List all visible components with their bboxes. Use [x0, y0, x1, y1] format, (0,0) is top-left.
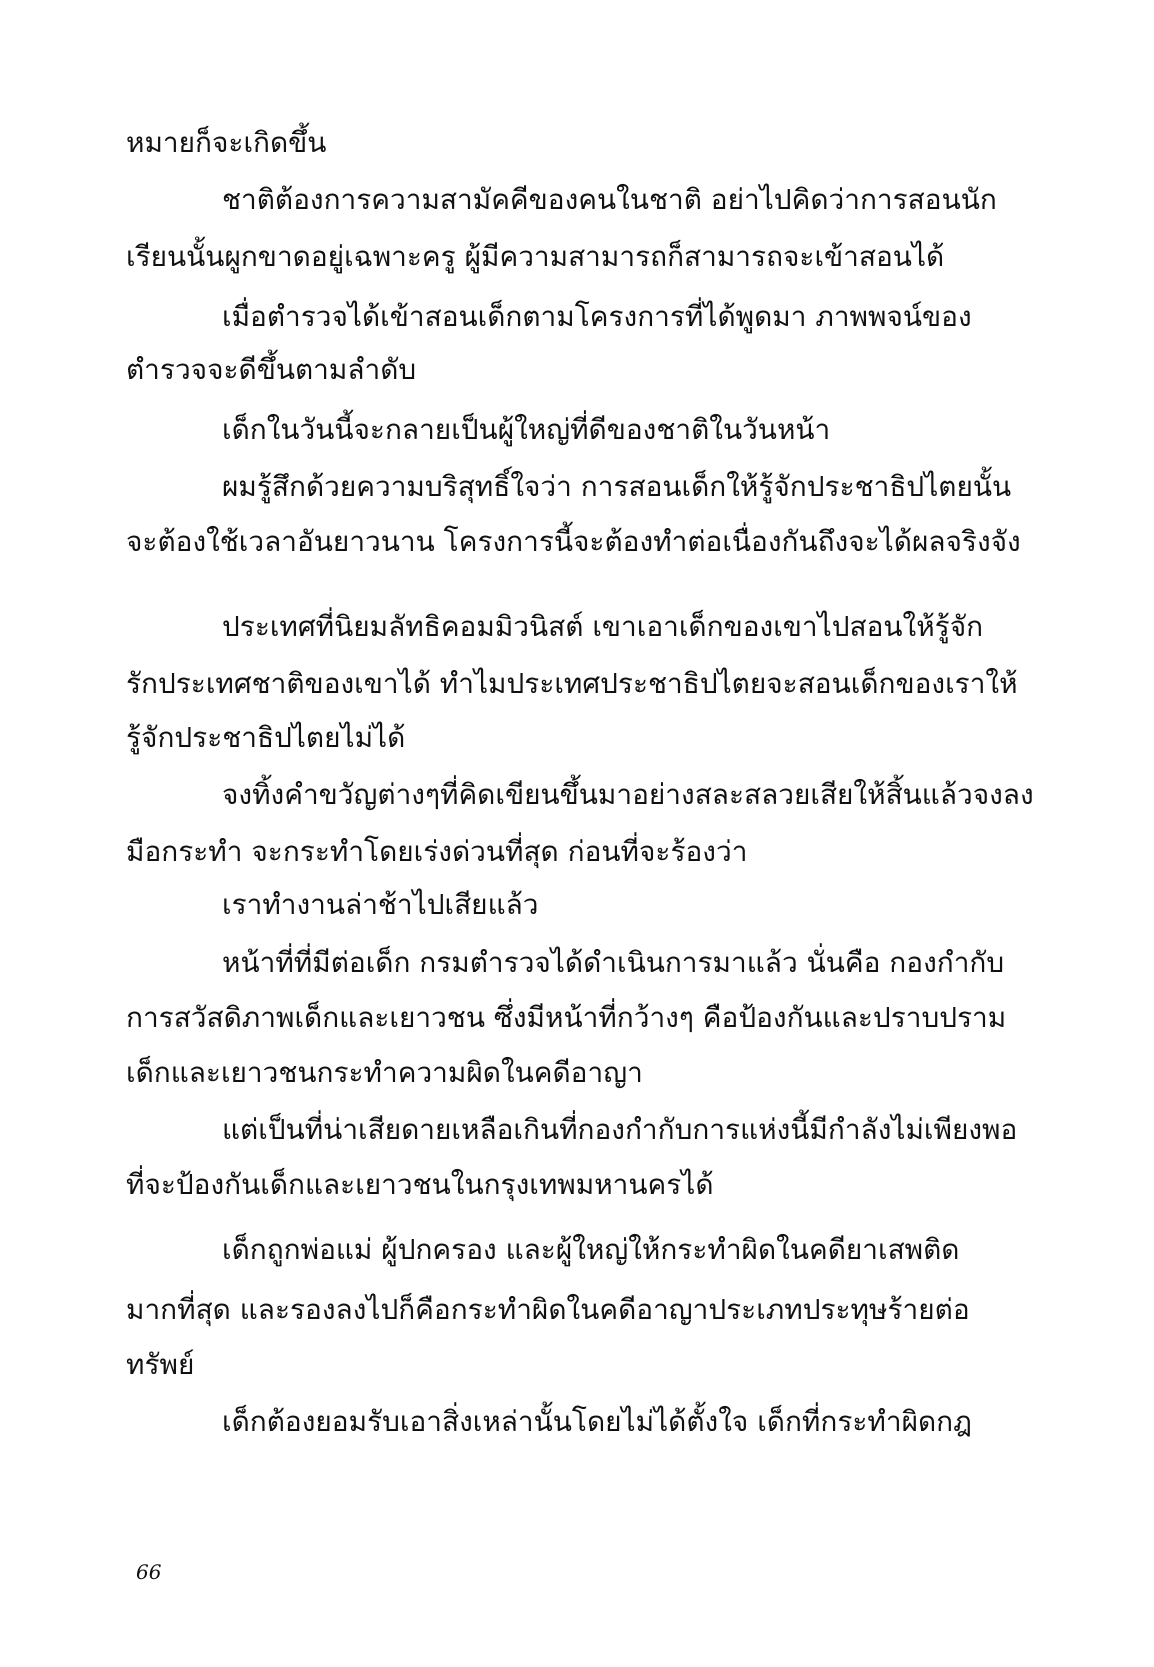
text-line: เด็กในวันนี้จะกลายเป็นผู้ใหญ่ที่ดีของชาติในวันหน้า: [222, 413, 831, 446]
text-line: ทรัพย์: [126, 1348, 195, 1381]
text-line: เราทำงานล่าช้าไปเสียแล้ว: [222, 888, 539, 921]
text-line: ตำรวจจะดีขึ้นตามลำดับ: [126, 353, 417, 386]
text-line: รักประเทศชาติของเขาได้ ทำไมประเทศประชาธิปไตยจะสอนเด็กของเราให้: [126, 667, 1018, 700]
text-line: หน้าที่ที่มีต่อเด็ก กรมตำรวจได้ดำเนินการมาแล้ว นั่นคือ กองกำกับ: [222, 946, 1005, 979]
text-line: ที่จะป้องกันเด็กและเยาวชนในกรุงเทพมหานครได้: [126, 1168, 714, 1201]
text-line: การสวัสดิภาพเด็กและเยาวชน ซึ่งมีหน้าที่กว้างๆ คือป้องกันและปราบปราม: [126, 1001, 1007, 1034]
text-line: เด็กต้องยอมรับเอาสิ่งเหล่านั้นโดยไม่ได้ตั้งใจ เด็กที่กระทำผิดกฎ: [222, 1405, 972, 1438]
text-line: แต่เป็นที่น่าเสียดายเหลือเกินที่กองกำกับการแห่งนี้มีกำลังไม่เพียงพอ: [222, 1113, 1018, 1146]
text-line: หมายก็จะเกิดขึ้น: [126, 126, 327, 159]
text-line: เมื่อตำรวจได้เข้าสอนเด็กตามโครงการที่ได้พูดมา ภาพพจน์ของ: [222, 300, 972, 333]
text-line: ผมรู้สึกด้วยความบริสุทธิ์ใจว่า การสอนเด็กให้รู้จักประชาธิปไตยนั้น: [222, 470, 1012, 503]
text-line: ชาติต้องการความสามัคคีของคนในชาติ อย่าไปคิดว่าการสอนนัก: [222, 183, 997, 216]
text-line: เด็กและเยาวชนกระทำความผิดในคดีอาญา: [126, 1056, 643, 1089]
text-line: จงทิ้งคำขวัญต่างๆที่คิดเขียนขึ้นมาอย่างสละสลวยเสียให้สิ้นแล้วจงลง: [222, 778, 1034, 811]
text-line: จะต้องใช้เวลาอันยาวนาน โครงการนี้จะต้องทำต่อเนื่องกันถึงจะได้ผลจริงจัง: [126, 525, 1021, 558]
text-line: ประเทศที่นิยมลัทธิคอมมิวนิสต์ เขาเอาเด็กของเขาไปสอนให้รู้จัก: [222, 610, 984, 643]
text-line: รู้จักประชาธิปไตยไม่ได้: [126, 721, 406, 754]
text-line: มากที่สุด และรองลงไปก็คือกระทำผิดในคดีอาญาประเภทประทุษร้ายต่อ: [126, 1293, 970, 1326]
text-line: เด็กถูกพ่อแม่ ผู้ปกครอง และผู้ใหญ่ให้กระทำผิดในคดียาเสพติด: [222, 1233, 960, 1266]
page-number: 66: [136, 1560, 162, 1584]
text-line: เรียนนั้นผูกขาดอยู่เฉพาะครู ผู้มีความสามารถก็สามารถจะเข้าสอนได้: [126, 240, 945, 273]
text-line: มือกระทำ จะกระทำโดยเร่งด่วนที่สุด ก่อนที่จะร้องว่า: [126, 835, 748, 868]
